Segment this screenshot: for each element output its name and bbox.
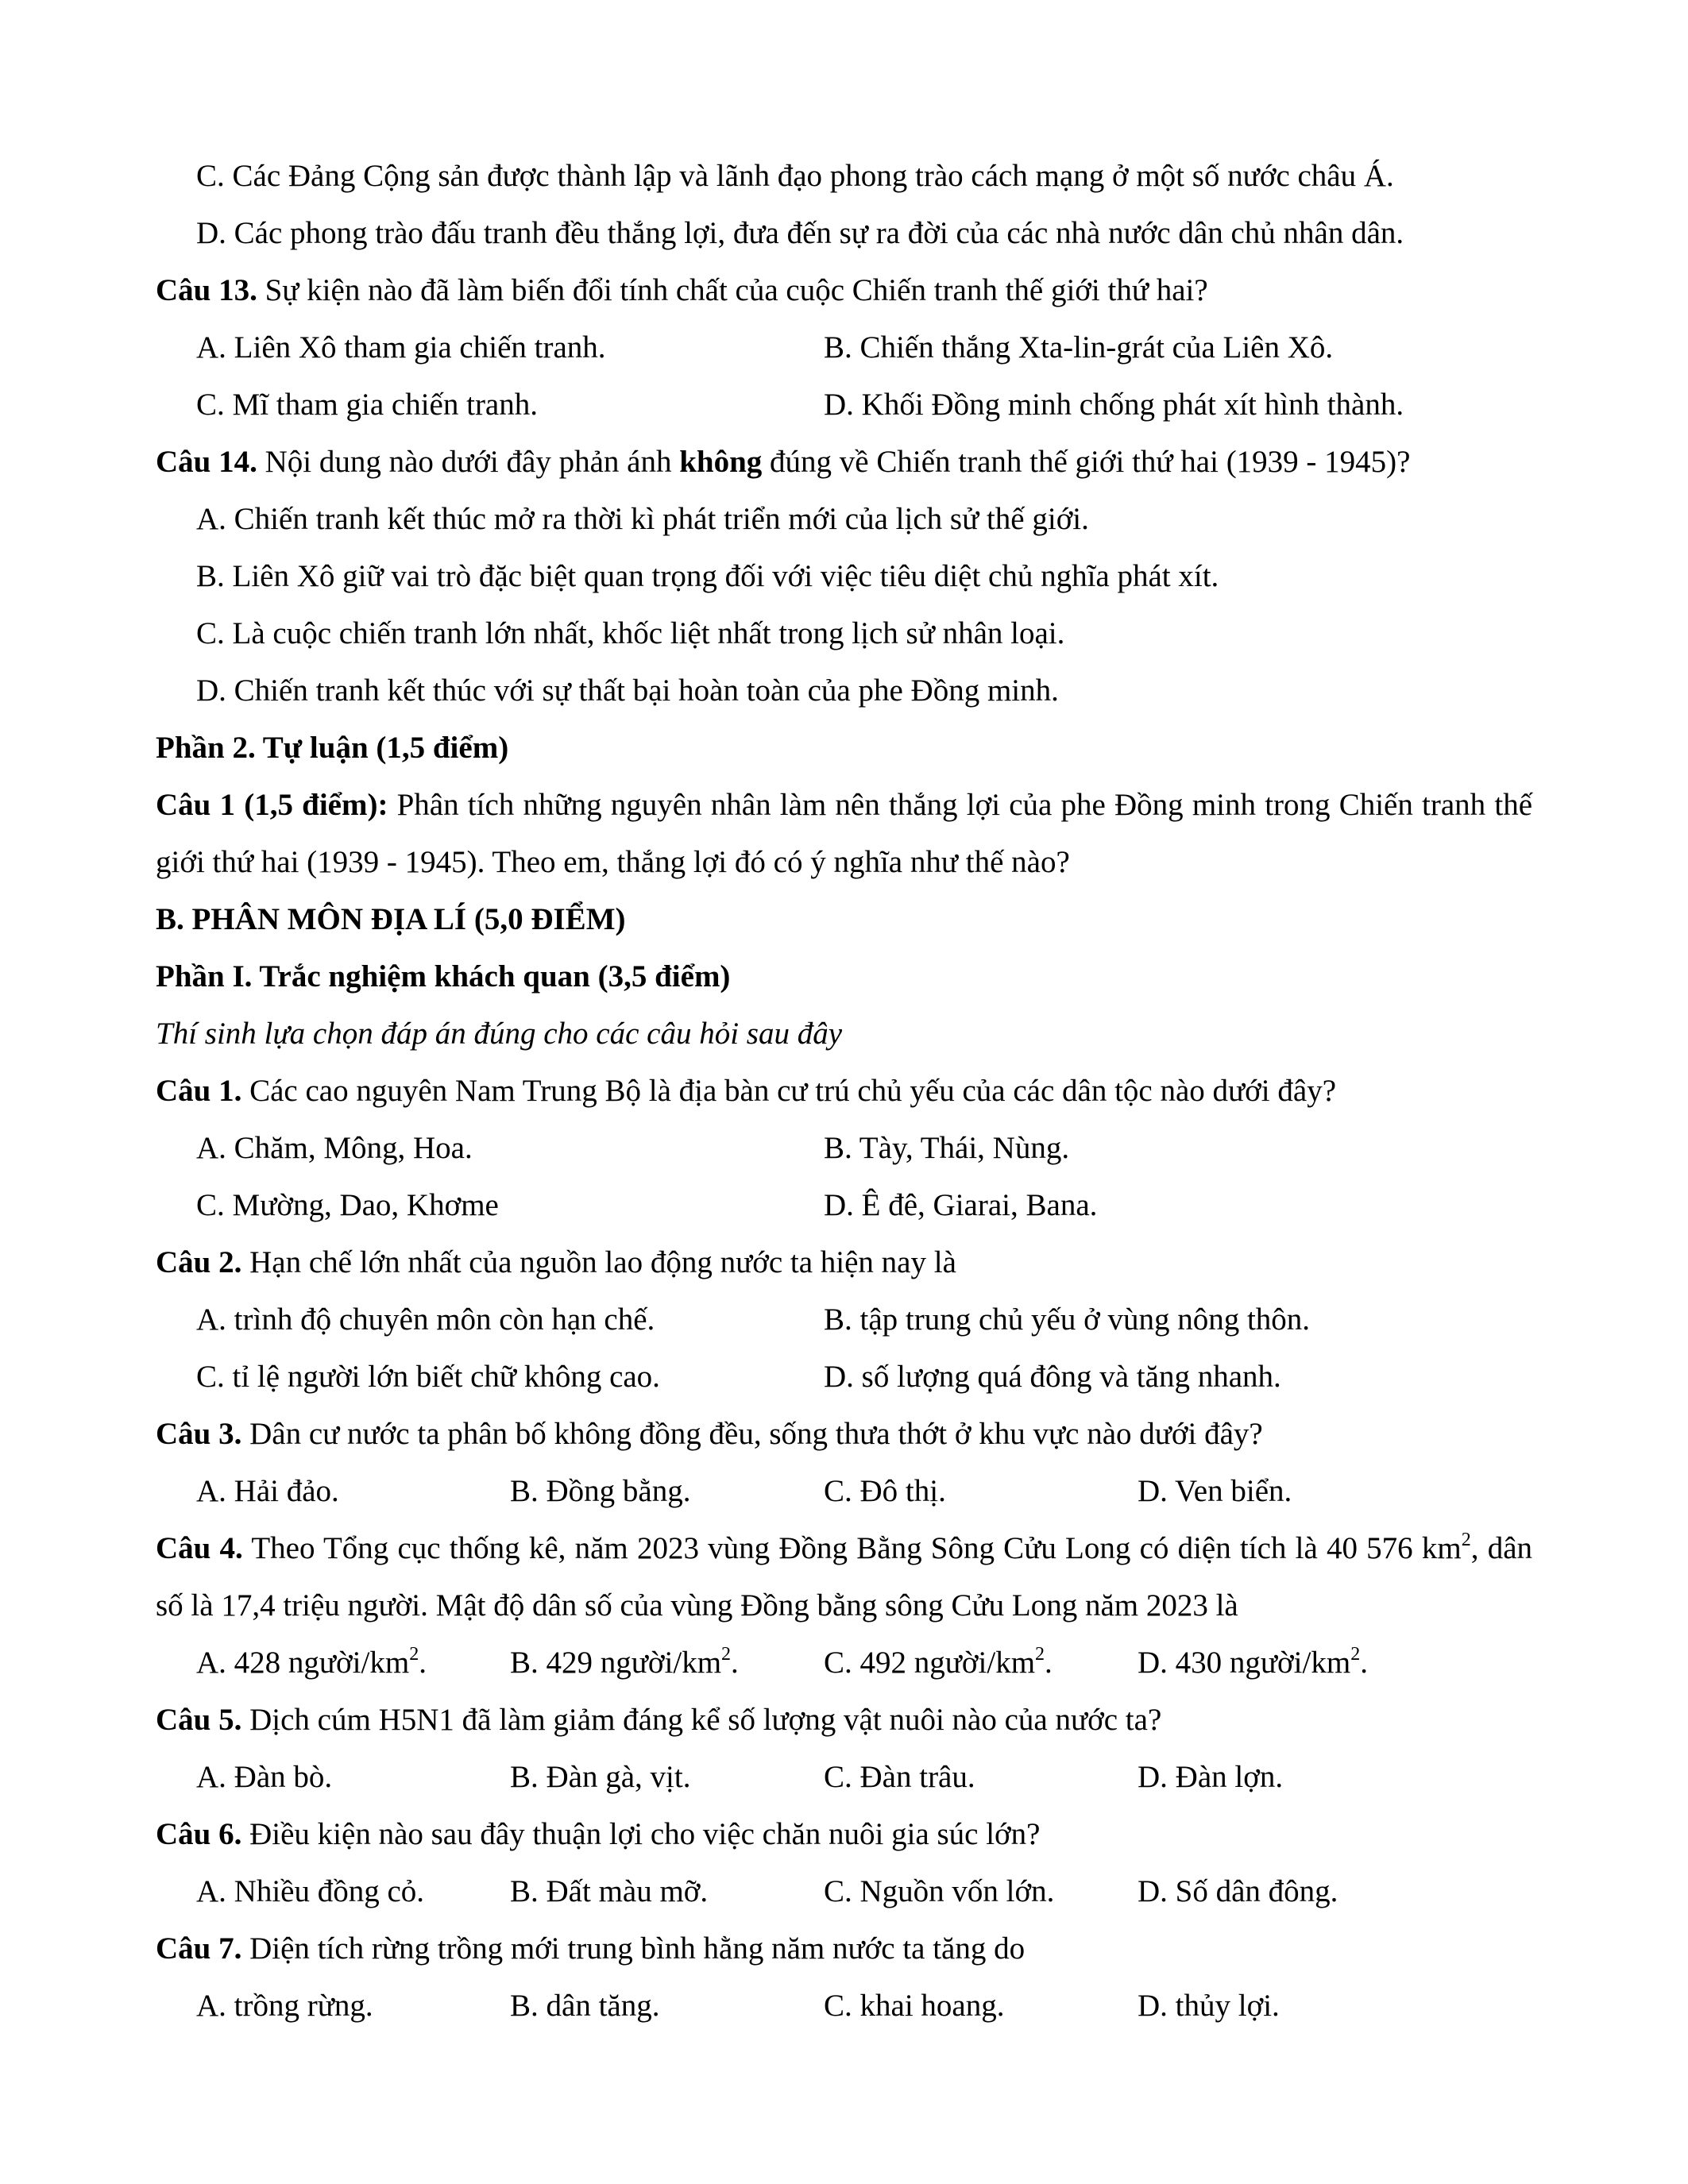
instruction-text: Thí sinh lựa chọn đáp án đúng cho các câu hỏi sau đây xyxy=(156,1017,843,1051)
question-14 xyxy=(156,434,1532,491)
option-text: B. 429 người/km xyxy=(510,1646,722,1680)
options-row xyxy=(156,1177,1532,1234)
q12-option-c: C. Các Đảng Cộng sản được thành lập và lãnh đạo phong trào cách mạng ở một số nước châu Á. xyxy=(196,159,1394,193)
option-c: C. Mĩ tham gia chiến tranh. xyxy=(196,388,538,422)
question-text: Điều kiện nào sau đây thuận lợi cho việc chăn nuôi gia súc lớn? xyxy=(241,1817,1041,1851)
question-label: Câu 5. xyxy=(156,1703,242,1737)
question-label: Câu 1. xyxy=(156,1074,242,1108)
option-end: . xyxy=(419,1646,427,1680)
options-row xyxy=(156,376,1532,434)
question-text-after: đúng về Chiến tranh thế giới thứ hai (1939 - 1945)? xyxy=(762,445,1411,479)
superscript: 2 xyxy=(409,1644,419,1665)
essay-question-1 xyxy=(156,777,1532,891)
question-label: Câu 13. xyxy=(156,273,257,307)
option-b: B. Tày, Thái, Nùng. xyxy=(824,1131,1070,1165)
part2-heading: Phần 2. Tự luận (1,5 điểm) xyxy=(156,731,509,765)
option-a xyxy=(196,1634,510,1692)
question-text: Phân tích những nguyên nhân làm nên thắng lợi của phe Đồng minh trong Chiến tranh thế giới thứ hai (1939 - 1945). Theo em, thắng lợi đó có ý nghĩa như thế nào? xyxy=(156,788,1533,879)
option-text: A. 428 người/km xyxy=(196,1646,410,1680)
question-label: Câu 4. xyxy=(156,1531,243,1565)
option-d: D. Ê đê, Giarai, Bana. xyxy=(824,1188,1098,1222)
option-d xyxy=(1138,1634,1368,1692)
option-text: C. 492 người/km xyxy=(824,1646,1036,1680)
option-b: B. Liên Xô giữ vai trò đặc biệt quan trọng đối với việc tiêu diệt chủ nghĩa phát xít. xyxy=(196,559,1219,593)
question-label: Câu 2. xyxy=(156,1245,242,1279)
question-text: Hạn chế lớn nhất của nguồn lao động nước ta hiện nay là xyxy=(241,1245,956,1279)
option-b: B. Đồng bằng. xyxy=(510,1474,691,1508)
option-c: C. Mường, Dao, Khơme xyxy=(196,1188,499,1222)
option-c: C. Đàn trâu. xyxy=(824,1760,975,1794)
option-end: . xyxy=(1360,1646,1368,1680)
options-row xyxy=(156,1978,1532,2035)
option-a: A. Chiến tranh kết thúc mở ra thời kì phát triển mới của lịch sử thế giới. xyxy=(196,502,1089,536)
option-a: A. Nhiều đồng cỏ. xyxy=(196,1874,425,1908)
option-d: D. Khối Đồng minh chống phát xít hình thành. xyxy=(824,388,1404,422)
option-end: . xyxy=(731,1646,739,1680)
geo-question-7 xyxy=(156,1920,1532,1978)
geo-question-1 xyxy=(156,1063,1532,1120)
option-d: D. thủy lợi. xyxy=(1138,1989,1280,2023)
options-row xyxy=(156,319,1532,376)
option-b: B. Đàn gà, vịt. xyxy=(510,1760,691,1794)
question-text: Dân cư nước ta phân bố không đồng đều, sống thưa thớt ở khu vực nào dưới đây? xyxy=(241,1417,1263,1451)
option-b: B. Đất màu mỡ. xyxy=(510,1874,709,1908)
option-c: C. Là cuộc chiến tranh lớn nhất, khốc liệt nhất trong lịch sử nhân loại. xyxy=(196,616,1065,650)
option-a: A. Chăm, Mông, Hoa. xyxy=(196,1131,473,1165)
option-a: A. trồng rừng. xyxy=(196,1989,373,2023)
question-text-a: Theo Tổng cục thống kê, năm 2023 vùng Đồng Bằng Sông Cửu Long có diện tích là 40 576 km xyxy=(242,1531,1462,1565)
option-b: B. dân tăng. xyxy=(510,1989,660,2023)
option-d: D. Ven biển. xyxy=(1138,1474,1292,1508)
option-text: D. 430 người/km xyxy=(1138,1646,1351,1680)
question-text-before: Nội dung nào dưới đây phản ánh xyxy=(257,445,680,479)
question-text: Diện tích rừng trồng mới trung bình hằng năm nước ta tăng do xyxy=(241,1931,1026,1966)
superscript: 2 xyxy=(1461,1530,1471,1550)
question-text: Sự kiện nào đã làm biến đổi tính chất của cuộc Chiến tranh thế giới thứ hai? xyxy=(257,273,1208,307)
option-a: A. Liên Xô tham gia chiến tranh. xyxy=(196,330,606,365)
options-row xyxy=(156,1863,1532,1920)
options-row xyxy=(156,1120,1532,1177)
option-a: A. Đàn bò. xyxy=(196,1760,333,1794)
geo-question-5 xyxy=(156,1692,1532,1749)
option-c: C. Đô thị. xyxy=(824,1474,946,1508)
option-end: . xyxy=(1045,1646,1053,1680)
question-text: Các cao nguyên Nam Trung Bộ là địa bàn cư trú chủ yếu của các dân tộc nào dưới đây? xyxy=(241,1074,1337,1108)
geo-question-3 xyxy=(156,1406,1532,1463)
option-c: C. tỉ lệ người lớn biết chữ không cao. xyxy=(196,1360,660,1394)
options-row xyxy=(156,1634,1532,1692)
option-d: D. số lượng quá đông và tăng nhanh. xyxy=(824,1360,1281,1394)
part1-heading: Phần I. Trắc nghiệm khách quan (3,5 điểm) xyxy=(156,959,731,994)
geo-question-2 xyxy=(156,1234,1532,1291)
question-label: Câu 7. xyxy=(156,1931,242,1966)
question-label: Câu 14. xyxy=(156,445,257,479)
option-b: B. Chiến thắng Xta-lin-grát của Liên Xô. xyxy=(824,330,1334,365)
option-a: A. trình độ chuyên môn còn hạn chế. xyxy=(196,1302,655,1337)
superscript: 2 xyxy=(721,1644,732,1665)
question-label: Câu 6. xyxy=(156,1817,242,1851)
section-b-heading: B. PHÂN MÔN ĐỊA LÍ (5,0 ĐIỂM) xyxy=(156,902,626,936)
question-13 xyxy=(156,262,1532,319)
option-c: C. Nguồn vốn lớn. xyxy=(824,1874,1055,1908)
question-label: Câu 3. xyxy=(156,1417,242,1451)
geo-question-6 xyxy=(156,1806,1532,1863)
options-row xyxy=(156,1291,1532,1349)
option-b: B. tập trung chủ yếu ở vùng nông thôn. xyxy=(824,1302,1311,1337)
option-d: D. Chiến tranh kết thúc với sự thất bại hoàn toàn của phe Đồng minh. xyxy=(196,673,1059,708)
option-c xyxy=(824,1634,1138,1692)
option-d: D. Số dân đông. xyxy=(1138,1874,1338,1908)
geo-question-4 xyxy=(156,1520,1532,1634)
options-row xyxy=(156,1463,1532,1520)
options-row xyxy=(156,1349,1532,1406)
options-row xyxy=(156,1749,1532,1806)
option-c: C. khai hoang. xyxy=(824,1989,1005,2023)
option-a: A. Hải đảo. xyxy=(196,1474,339,1508)
question-text-b: , dân số là 17,4 triệu người. Mật độ dân số của vùng Đồng bằng sông Cửu Long năm 2023 là xyxy=(156,1531,1533,1623)
option-d: D. Đàn lợn. xyxy=(1138,1760,1284,1794)
question-label: Câu 1 (1,5 điểm): xyxy=(156,788,388,822)
option-b xyxy=(510,1634,824,1692)
question-text: Dịch cúm H5N1 đã làm giảm đáng kể số lượng vật nuôi nào của nước ta? xyxy=(241,1703,1162,1737)
q12-option-d: D. Các phong trào đấu tranh đều thắng lợi, đưa đến sự ra đời của các nhà nước dân chủ nhân dân. xyxy=(196,216,1404,250)
superscript: 2 xyxy=(1350,1644,1361,1665)
question-text-emphasis: không xyxy=(679,445,763,479)
superscript: 2 xyxy=(1035,1644,1045,1665)
